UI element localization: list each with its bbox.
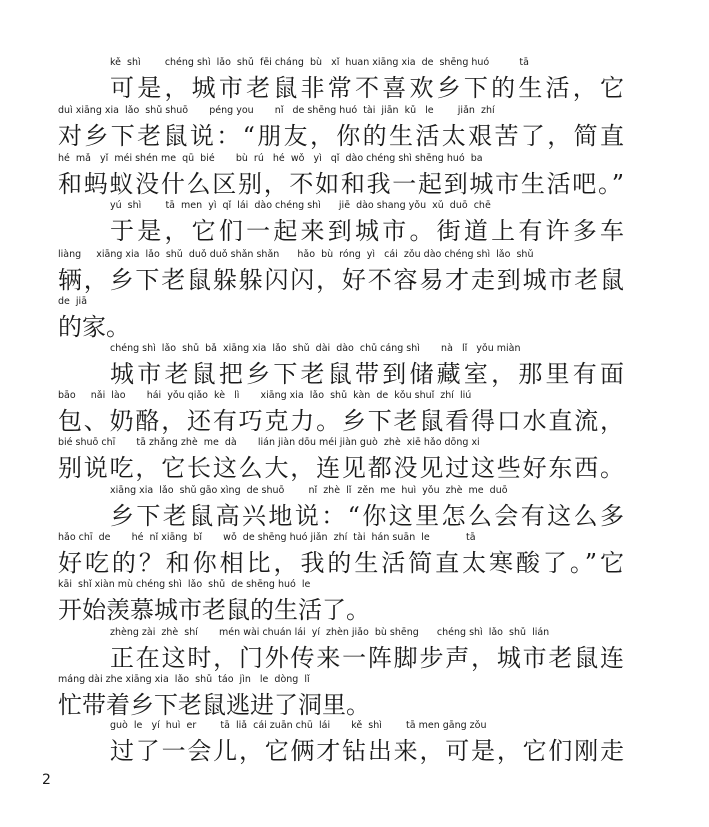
hanzi-row: 正在这时，门外传来一阵脚步声，城市老鼠连	[110, 644, 624, 672]
text-line	[58, 389, 624, 443]
text-line	[58, 719, 624, 773]
pinyin-row: hǎo chī de hé nǐ xiāng bǐ wǒ de shēng huó jiǎn zhí tài hán suān le tā	[58, 532, 476, 543]
text-line	[58, 626, 624, 680]
text-line	[58, 295, 624, 349]
pinyin-row: liàng xiāng xia lǎo shǔ duǒ duǒ shǎn shǎn hǎo bù róng yì cái zǒu dào chéng shì lǎo shǔ	[58, 249, 534, 260]
hanzi-row: 和蚂蚁没什么区别，不如和我一起到城市生活吧。”	[58, 170, 624, 198]
pinyin-row: xiāng xia lǎo shǔ gāo xìng de shuō nǐ zhè lǐ zěn me huì yǒu zhè me duō	[110, 485, 508, 496]
pinyin-row: kě shì chéng shì lǎo shǔ fēi cháng bù xǐ huan xiāng xia de shēng huó tā	[110, 57, 529, 68]
text-line	[58, 199, 624, 253]
text-line	[58, 104, 624, 158]
hanzi-row: 可是，城市老鼠非常不喜欢乡下的生活，它	[110, 74, 624, 102]
hanzi-row: 于是，它们一起来到城市。街道上有许多车	[110, 217, 624, 245]
pinyin-row: máng dài zhe xiāng xia lǎo shǔ táo jìn le dòng lǐ	[58, 674, 310, 685]
pinyin-row: duì xiāng xia lǎo shǔ shuō péng you nǐ de shēng huó tài jiān kǔ le jiǎn zhí	[58, 105, 495, 116]
text-line	[58, 484, 624, 538]
pinyin-row: kāi shǐ xiàn mù chéng shì lǎo shǔ de shēng huó le	[58, 579, 311, 590]
pinyin-row: hé mǎ yǐ méi shén me qū bié bù rú hé wǒ yì qǐ dào chéng shì shēng huó ba	[58, 153, 483, 164]
text-line	[58, 578, 624, 632]
pinyin-row: bāo nǎi lào hái yǒu qiǎo kè lì xiāng xia lǎo shǔ kàn de kǒu shuǐ zhí liú	[58, 390, 472, 401]
text-line	[58, 531, 624, 585]
pinyin-row: zhèng zài zhè shí mén wài chuán lái yí zhèn jiǎo bù shēng chéng shì lǎo shǔ lián	[110, 627, 550, 638]
hanzi-row: 包、奶酪，还有巧克力。乡下老鼠看得口水直流，	[58, 407, 624, 435]
pinyin-row: yú shì tā men yì qǐ lái dào chéng shì jiē dào shang yǒu xǔ duō chē	[110, 200, 491, 211]
hanzi-row: 的家。	[58, 313, 130, 341]
hanzi-row: 对乡下老鼠说：“朋友，你的生活太艰苦了，简直	[58, 122, 624, 150]
hanzi-row: 过了一会儿，它俩才钻出来，可是，它们刚走	[110, 737, 624, 765]
hanzi-row: 乡下老鼠高兴地说：“你这里怎么会有这么多	[110, 502, 624, 530]
page-number: 2	[42, 772, 51, 788]
text-line	[58, 436, 624, 490]
hanzi-row: 别说吃，它长这么大，连见都没见过这些好东西。	[58, 454, 624, 482]
pinyin-row: guò le yí huì er tā liǎ cái zuān chū lái kě shì tā men gāng zǒu	[110, 720, 487, 731]
text-line	[58, 342, 624, 396]
hanzi-row: 辆，乡下老鼠躲躲闪闪，好不容易才走到城市老鼠	[58, 266, 624, 294]
hanzi-row: 好吃的？和你相比，我的生活简直太寒酸了。”它	[58, 549, 624, 577]
pinyin-row: chéng shì lǎo shǔ bǎ xiāng xia lǎo shǔ dài dào chǔ cáng shì nà lǐ yǒu miàn	[110, 343, 521, 354]
text-line	[58, 248, 624, 302]
text-line	[58, 152, 624, 206]
pinyin-row: de jiā	[58, 296, 88, 307]
hanzi-row: 开始羡慕城市老鼠的生活了。	[58, 596, 370, 624]
hanzi-row: 城市老鼠把乡下老鼠带到储藏室，那里有面	[110, 360, 624, 388]
text-line	[58, 56, 624, 110]
pinyin-row: bié shuō chī tā zhǎng zhè me dà lián jiàn dōu méi jiàn guò zhè xiē hǎo dōng xi	[58, 437, 480, 448]
hanzi-row: 忙带着乡下老鼠逃进了洞里。	[58, 691, 370, 719]
